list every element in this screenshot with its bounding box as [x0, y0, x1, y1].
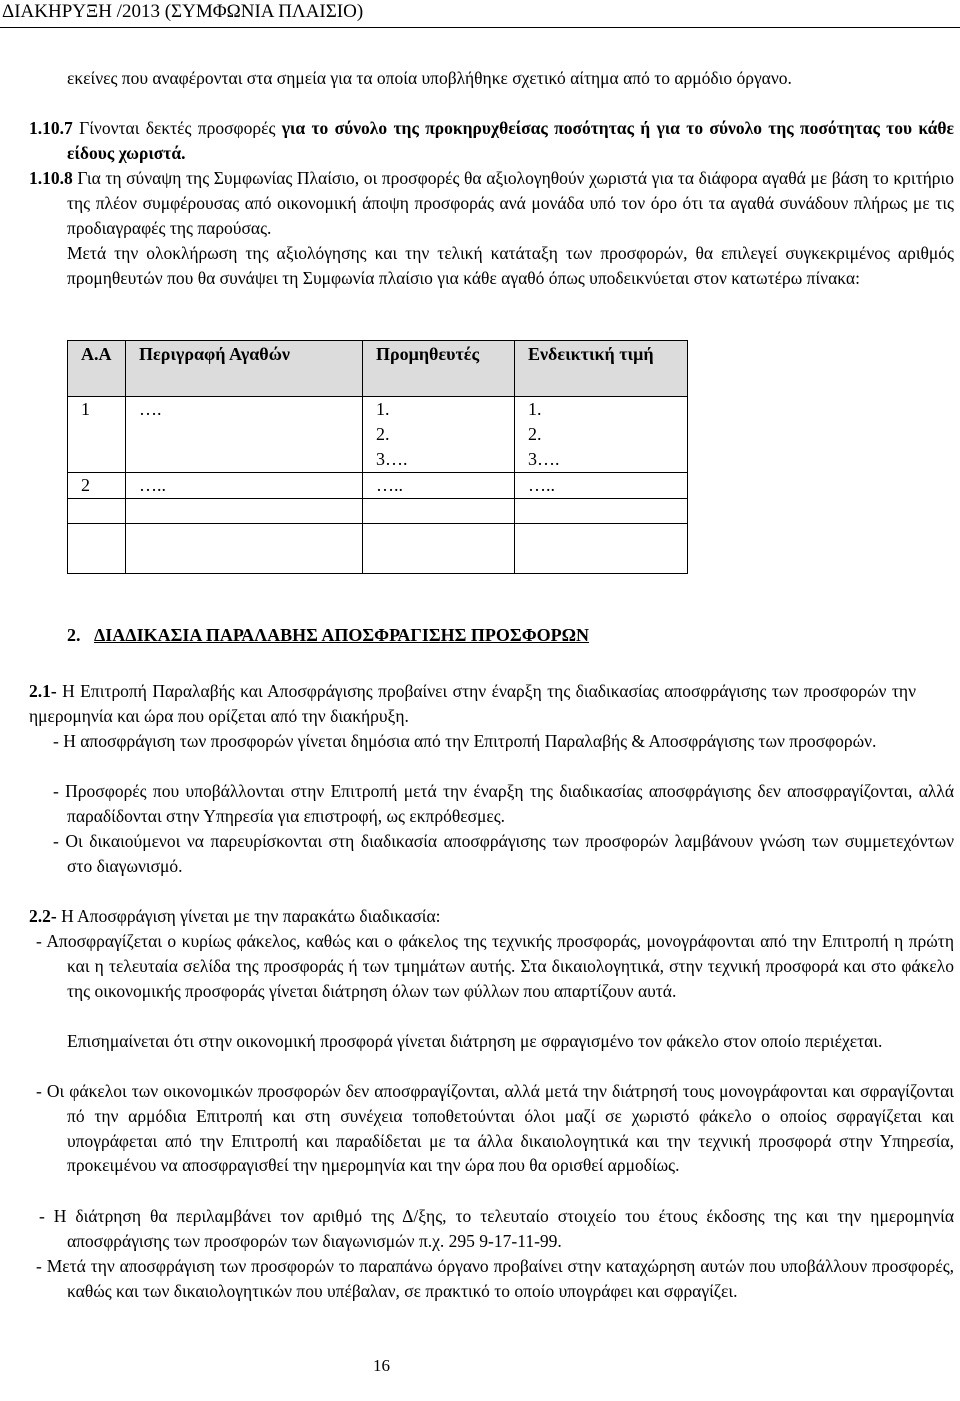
bullet-2-1-1: - Η αποσφράγιση των προσφορών γίνεται δημόσια από την Επιτροπή Παραλαβής & Αποσφράγισης των προσφορών.: [53, 731, 877, 751]
clause-text: Η Αποσφράγιση γίνεται με την παρακάτω διαδικασία:: [56, 906, 441, 926]
clause-number: 2.1-: [29, 681, 57, 701]
paragraph-2-1: [29, 679, 954, 729]
cell-suppliers: [363, 397, 515, 473]
supplier-line: 2.: [376, 424, 390, 444]
paragraph-continuation: εκείνες που αναφέρονται στα σημεία για τα οποία υποβλήθηκε σχετικό αίτημα από το αρμόδιο όργανο.: [67, 68, 792, 88]
bullet-2-2-4: - Μετά την αποσφράγιση των προσφορών το παραπάνω όργανο προβαίνει στην καταχώρηση αυτών που υποβάλλουν προσφορές, καθώς και των δικαιολογητικών που υπέβαλαν, σε πρακτικό το οποίο υπογράφει και σφραγίζει.: [36, 1256, 954, 1301]
paragraph-1-10-7: [29, 116, 954, 166]
clause-text: Η Επιτροπή Παραλαβής και Αποσφράγισης προβαίνει στην έναρξη της διαδικασίας αποσφράγισης των προσφορών την ημερομηνία και ώρα που ορίζεται από την διακήρυξη.: [29, 681, 916, 726]
cell-empty: [363, 524, 515, 574]
clause-number: 1.10.8: [29, 168, 73, 188]
cell-aa: 1: [68, 397, 126, 473]
paragraph-2-2: [29, 904, 954, 929]
document-header: ΔΙΑΚΗΡΥΞΗ /2013 (ΣΥΜΦΩΝΙΑ ΠΛΑΙΣΙΟ): [2, 1, 364, 22]
supplier-line: 1.: [376, 399, 390, 419]
cell-empty: [126, 524, 363, 574]
cell-empty: [515, 499, 688, 524]
cell-empty: [68, 524, 126, 574]
section-title: ΔΙΑΔΙΚΑΣΙΑ ΠΑΡΑΛΑΒΗΣ ΑΠΟΣΦΡΑΓΙΣΗΣ ΠΡΟΣΦΟΡΩΝ: [94, 625, 590, 645]
clause-bold-text: για το σύνολο της προκηρυχθείσας ποσότητας ή για το σύνολο της ποσότητας του κάθε είδους χωριστά.: [67, 118, 954, 163]
page-number: 16: [373, 1356, 390, 1375]
header-aa: Α.Α: [68, 341, 126, 397]
suppliers-table: [67, 340, 688, 574]
price-line: 1.: [528, 399, 542, 419]
cell-description: …..: [126, 473, 363, 499]
clause-text: Για τη σύναψη της Συμφωνίας Πλαίσιο, οι προσφορές θα αξιολογηθούν χωριστά για τα διάφορα αγαθά με βάση το κριτήριο της πλέον συμφέρουσας από οικονομική άποψη προσφοράς ανά μονάδα υπό τον όρο ότι τα αγαθά συνάδουν πλήρως με τις προδιαγραφές της παρούσας.: [67, 168, 954, 238]
clause-text: Γίνονται δεκτές προσφορές: [72, 118, 282, 138]
paragraph-1-10-8: [29, 166, 954, 240]
supplier-line: 3….: [376, 449, 408, 469]
bullet-2-2-1-note: Επισημαίνεται ότι στην οικονομική προσφορά γίνεται διάτρηση με σφραγισμένο τον φάκελο στον οποίο περιέχεται.: [67, 1031, 883, 1051]
cell-price: …..: [515, 473, 688, 499]
table-row: [68, 473, 688, 499]
bullet-2-1-3: - Οι δικαιούμενοι να παρευρίσκονται στη διαδικασία αποσφράγισης των προσφορών λαμβάνουν γνώση των συμμετεχόντων στο διαγωνισμό.: [53, 831, 954, 876]
table-row: [68, 524, 688, 574]
bullet-2-2-1: - Αποσφραγίζεται ο κυρίως φάκελος, καθώς και ο φάκελος της τεχνικής προσφοράς, μονογράφονται από την Επιτροπή η πρώτη και η τελευταία σελίδα της προσφοράς ή των τμημάτων αυτής. Στα δικαιολογητικά, στην τεχνική προσφορά και στο φάκελο της οικονομικής προσφοράς γίνεται διάτρηση όλων των φύλλων που απαρτίζουν αυτά.: [36, 931, 954, 1001]
header-price: Ενδεικτική τιμή: [515, 341, 688, 397]
paragraph-table-intro: Μετά την ολοκλήρωση της αξιολόγησης και την τελική κατάταξη των προσφορών, θα επιλεγεί συγκεκριμένος αριθμός προμηθευτών που θα συνάψει τη Συμφωνία πλαίσιο για κάθε αγαθό όπως υποδεικνύεται στον κατωτέρω πίνακα:: [67, 243, 954, 288]
table-row: [68, 499, 688, 524]
cell-aa: 2: [68, 473, 126, 499]
cell-price: [515, 397, 688, 473]
cell-empty: [363, 499, 515, 524]
cell-suppliers: …..: [363, 473, 515, 499]
clause-number: 2.2-: [29, 906, 57, 926]
price-line: 3….: [528, 449, 560, 469]
bullet-2-2-2: - Οι φάκελοι των οικονομικών προσφορών δεν αποσφραγίζονται, αλλά μετά την διάτρησή τους μονογράφονται και σφραγίζονται πό την αρμόδια Επιτροπή και στη συνέχεια τοποθετούνται όλοι μαζί σε χωριστό φάκελο ο οποίος σφραγίζεται και υπογράφεται από την Επιτροπή και παραδίδεται με τα άλλα δικαιολογητικά και την τεχνική προσφορά στην Υπηρεσία, προκειμένου να αποσφραγισθεί την ημερομηνία και την ώρα που θα ορισθεί αρμοδίως.: [36, 1081, 954, 1176]
section-heading: [67, 625, 589, 646]
table-header-row: [68, 341, 688, 397]
table-row: [68, 397, 688, 473]
price-line: 2.: [528, 424, 542, 444]
cell-empty: [68, 499, 126, 524]
section-number: 2.: [67, 625, 81, 645]
header-description: Περιγραφή Αγαθών: [126, 341, 363, 397]
cell-description: ….: [126, 397, 363, 473]
cell-empty: [515, 524, 688, 574]
cell-empty: [126, 499, 363, 524]
header-divider: [0, 27, 960, 28]
header-suppliers: Προμηθευτές: [363, 341, 515, 397]
bullet-2-1-2: - Προσφορές που υποβάλλονται στην Επιτροπή μετά την έναρξη της διαδικασίας αποσφράγισης δεν αποσφραγίζονται, αλλά παραδίδονται στην Υπηρεσία για επιστροφή, ως εκπρόθεσμες.: [53, 781, 954, 826]
clause-number: 1.10.7: [29, 118, 73, 138]
bullet-2-2-3: - Η διάτρηση θα περιλαμβάνει τον αριθμό της Δ/ξης, το τελευταίο στοιχείο του έτους έκδοσης της και την ημερομηνία αποσφράγισης των προσφορών των διαγωνισμών π.χ. 295 9-17-11-99.: [39, 1206, 954, 1251]
